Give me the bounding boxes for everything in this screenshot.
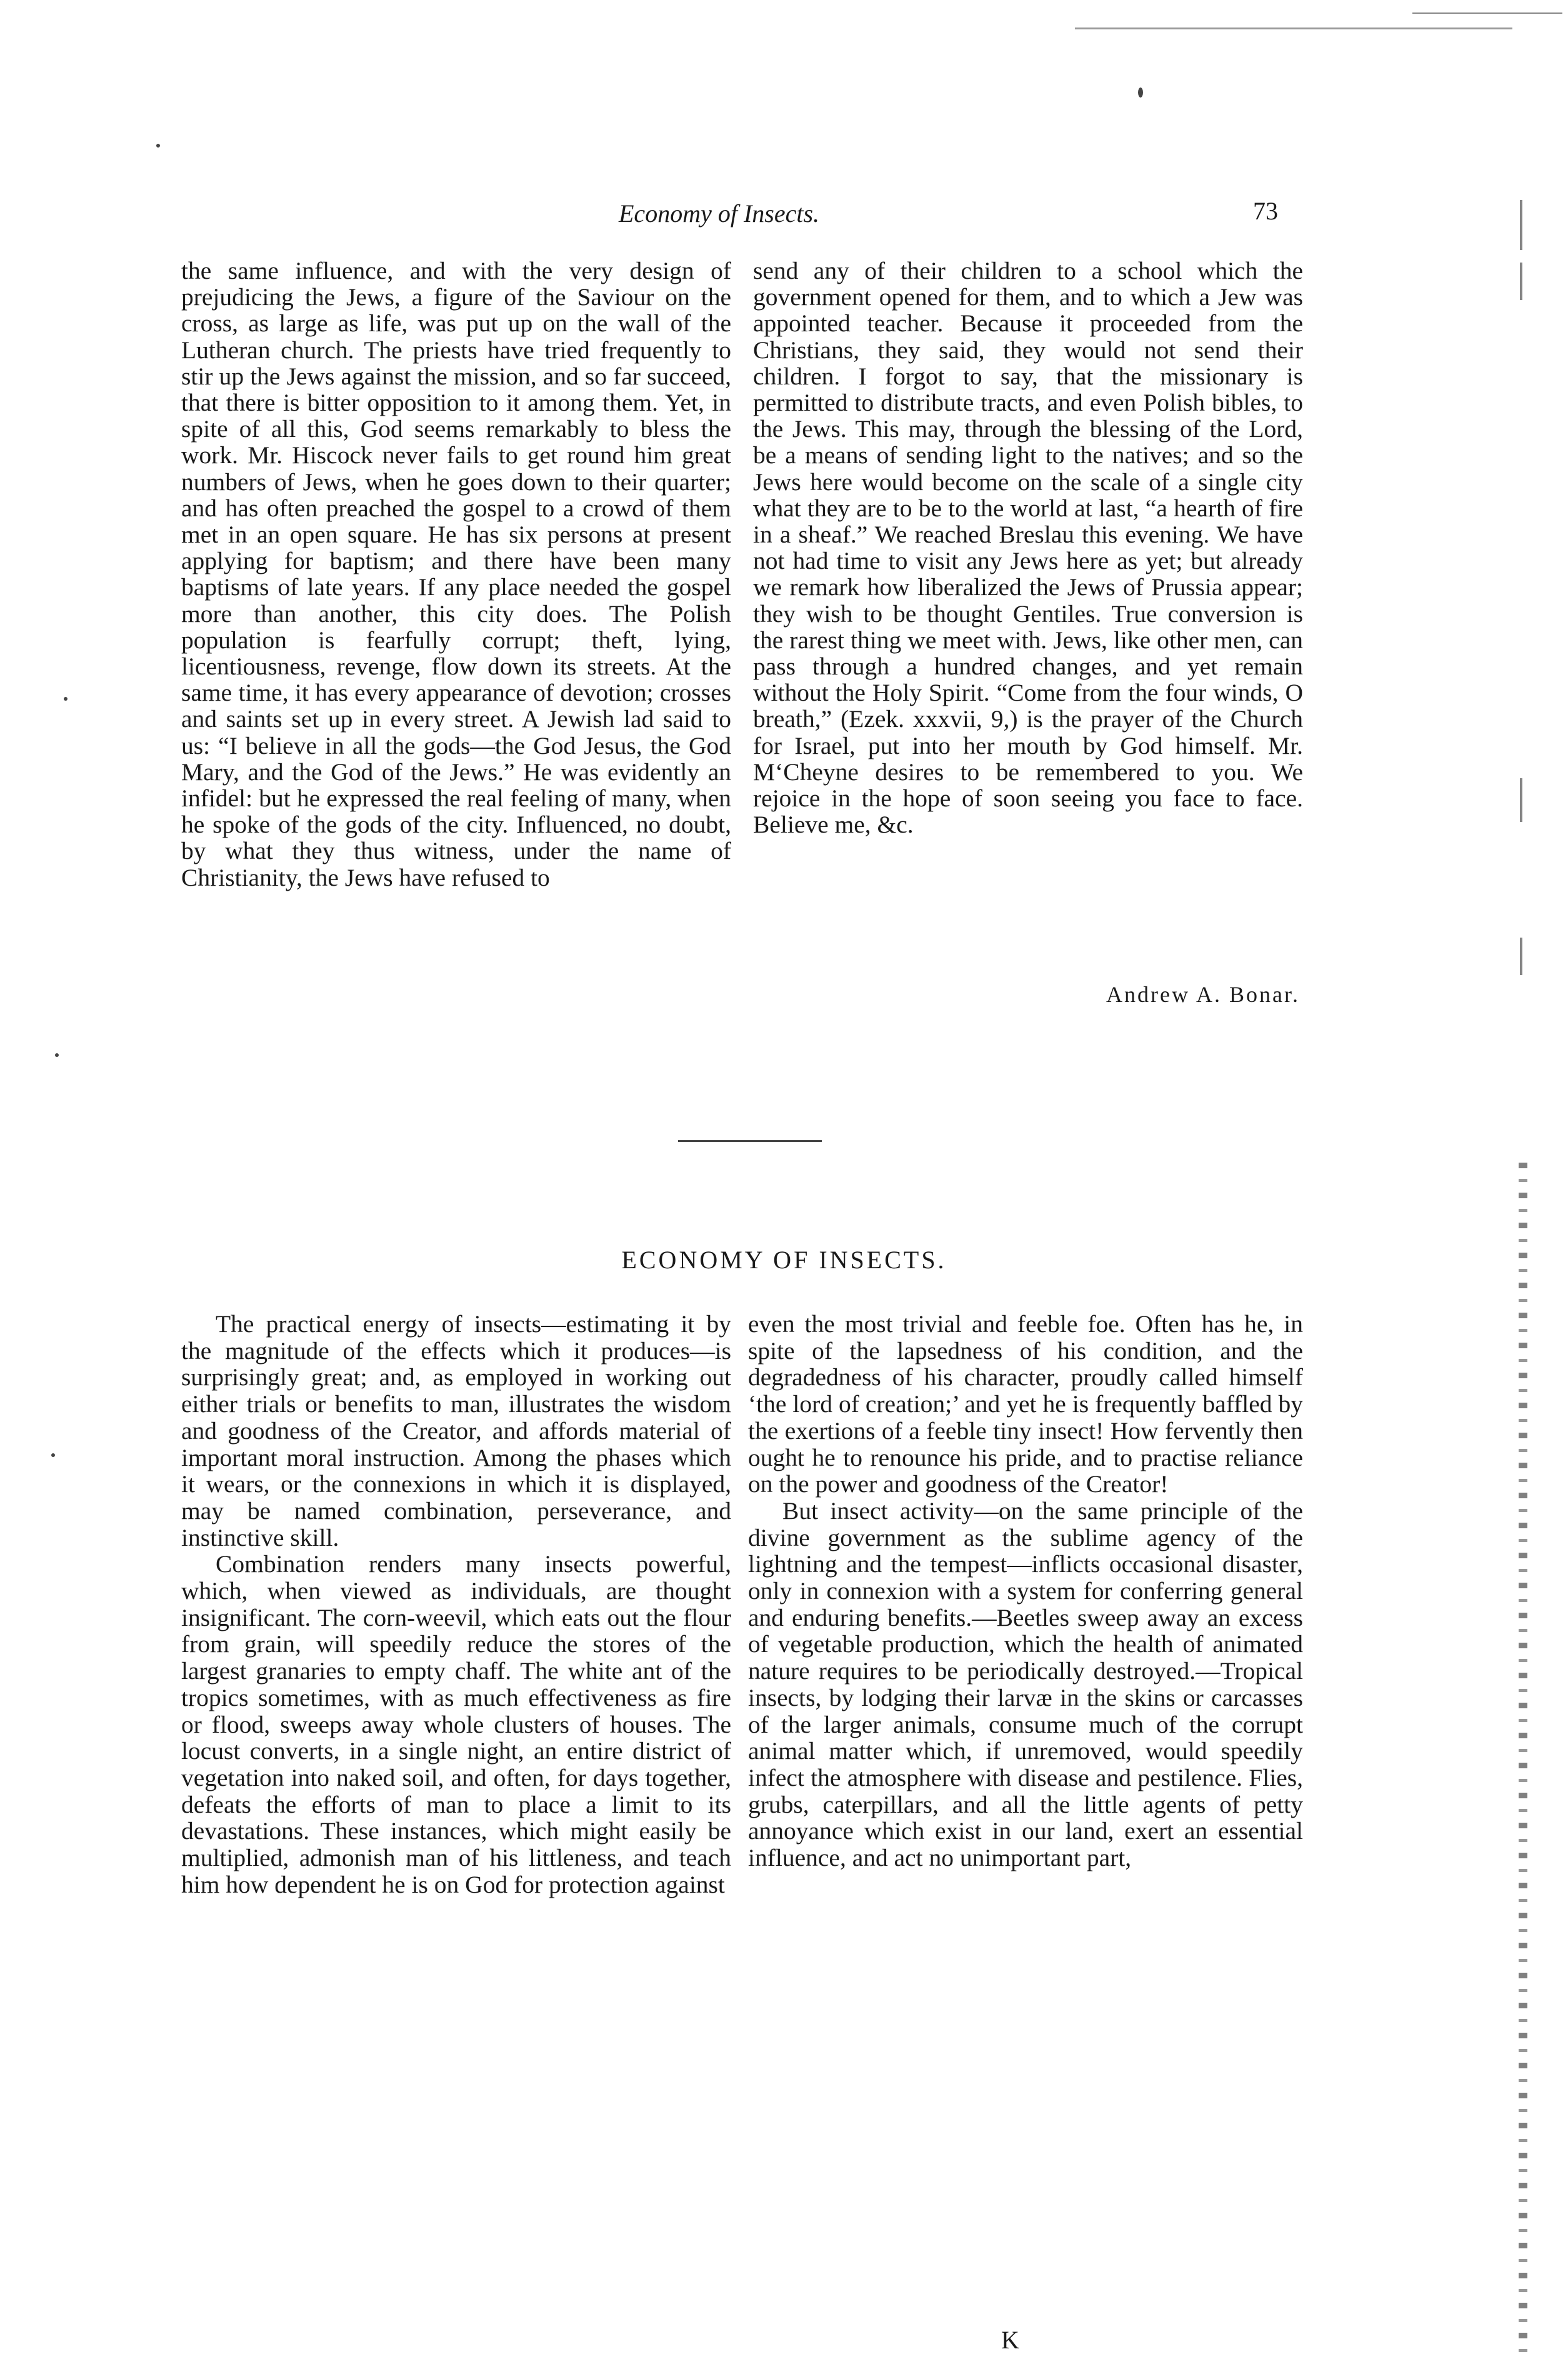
letter-left-column bbox=[181, 258, 731, 891]
running-title: Economy of Insects. bbox=[619, 199, 820, 228]
letter-right-paragraph: send any of their children to a school which the government opened for them, and to which a Jew was appointed teacher. Because it proceeded from the Christians, they said, they would not send their children. I forgot to say, that the missionary is permitted to distribute tracts, and even Polish bibles, to the Jews. This may, through the blessing of the Lord, be a means of sending light to the natives; and so the Jews here would become on the scale of a single city what they are to be to the world at last, “a hearth of fire in a sheaf.” We reached Breslau this evening. We have not had time to visit any Jews here as yet; but already we remark how liberalized the Jews of Prussia appear; they wish to be thought Gentiles. True conversion is the rarest thing we meet with. Jews, like other men, can pass through a hundred changes, and yet remain without the Holy Spirit. “Come from the four winds, O breath,” (Ezek. xxxvii, 9,) is the prayer of the Church for Israel, put into her mouth by God himself. Mr. M‘Cheyne desires to be remembered to you. We rejoice in the hope of soon seeing you face to face. Believe me, &c. bbox=[753, 257, 1303, 839]
scan-edge-line bbox=[1075, 28, 1512, 29]
article-paragraph: Combination renders many insects powerful, which, when viewed as individuals, are thought insignificant. The corn-weevil, which eats out the flour from grain, will speedily reduce the stores of the largest granaries to empty chaff. The white ant of the tropics sometimes, with as much effectiveness as fire or flood, sweeps away whole clusters of houses. The locust converts, in a single night, an entire district of vegetation into naked soil, and often, for days together, defeats the efforts of man to place a limit to its devastations. These instances, which might easily be multiplied, admonish man of his littleness, and teach him how dependent he is on God for protection against bbox=[181, 1550, 731, 1898]
scan-speck bbox=[1138, 88, 1143, 98]
scan-speck bbox=[156, 144, 160, 148]
letter-right-column bbox=[753, 258, 1303, 838]
scan-speck bbox=[64, 697, 67, 701]
printer-signature-mark: K bbox=[1001, 2326, 1019, 2354]
article-title: ECONOMY OF INSECTS. bbox=[621, 1246, 947, 1274]
article-paragraph: The practical energy of insects—estimating it by the magnitude of the effects which it produces—is surprisingly great; and, as employed in working out either trials or benefits to man, illustrates the wisdom and goodness of the Creator, and affords material of important moral instruction. Among the phases which it wears, or the connexions in which it is displayed, may be named combination, perseverance, and instinctive skill. bbox=[181, 1310, 731, 1551]
article-left-column bbox=[181, 1311, 731, 1898]
scan-edge-line bbox=[1412, 13, 1562, 14]
letter-signature: Andrew A. Bonar. bbox=[1106, 982, 1300, 1007]
section-divider bbox=[678, 1140, 822, 1142]
scan-edge-line bbox=[1520, 200, 1522, 250]
article-paragraph: But insect activity—on the same principle of the divine government as the sublime agency of the lightning and the tempest—inflicts occasional disaster, only in connexion with a system for conferring general and enduring benefits.—Beetles sweep away an excess of vegetable production, which the health of animated nature requires to be periodically destroyed.—Tropical insects, by lodging their larvæ in the skins or carcasses of the larger animals, consume much of the corrupt animal matter which, if unremoved, would speedily infect the atmosphere with disease and pestilence. Flies, grubs, caterpillars, and all the little agents of petty annoyance which exist in our land, exert an essential influence, and act no unimportant part, bbox=[748, 1496, 1303, 1872]
page-number: 73 bbox=[1253, 197, 1278, 225]
scan-edge-line bbox=[1520, 938, 1522, 975]
article-right-column bbox=[748, 1311, 1303, 1871]
scan-edge-strip bbox=[1519, 1163, 1527, 2363]
letter-left-paragraph: the same influence, and with the very design of prejudicing the Jews, a figure of the Saviour on the cross, as large as life, was put up on the wall of the Lutheran church. The priests have tried frequently to stir up the Jews against the mission, and so far succeed, that there is bitter opposition to it among them. Yet, in spite of all this, God seems remarkably to bless the work. Mr. Hiscock never fails to get round him great numbers of Jews, when he goes down to their quarter; and has often preached the gospel to a crowd of them met in an open square. He has six persons at present applying for baptism; and there have been many baptisms of late years. If any place needed the gospel more than another, this city does. The Polish population is fearfully corrupt; theft, lying, licentiousness, revenge, flow down its streets. At the same time, it has every appearance of devotion; crosses and saints set up in every street. A Jewish lad said to us: “I believe in all the gods—the God Jesus, the God Mary, and the God of the Jews.” He was evidently an infidel: but he expressed the real feeling of many, when he spoke of the gods of the city. Influenced, no doubt, by what they thus witness, under the name of Christianity, the Jews have refused to bbox=[181, 257, 731, 891]
scan-speck bbox=[51, 1453, 55, 1457]
article-paragraph: even the most trivial and feeble foe. Often has he, in spite of the lapsedness of his condition, and the degradedness of his character, proudly called himself ‘the lord of creation;’ and yet he is frequently baffled by the exertions of a feeble tiny insect! How fervently then ought he to renounce his pride, and to practise reliance on the power and goodness of the Creator! bbox=[748, 1310, 1303, 1498]
scan-edge-line bbox=[1520, 778, 1522, 822]
scan-edge-line bbox=[1520, 263, 1522, 300]
scan-speck bbox=[55, 1053, 59, 1057]
